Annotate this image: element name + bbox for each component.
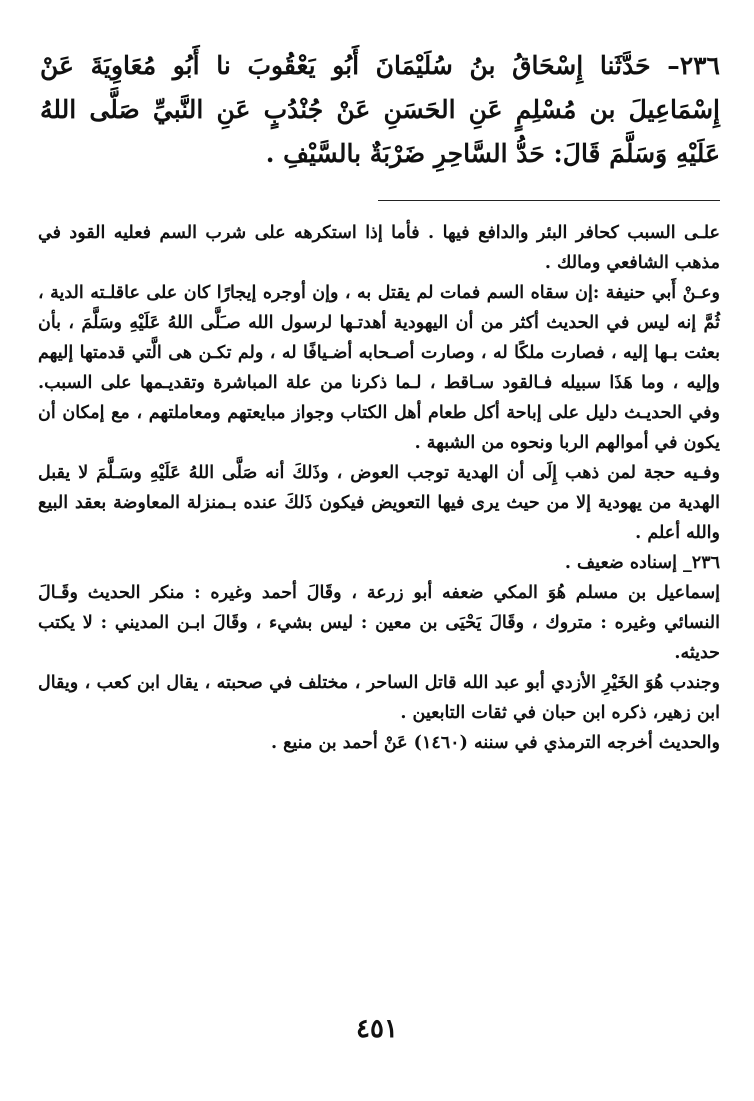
hadith-text-block <box>40 44 720 176</box>
commentary-paragraph: علـى السبب كحافر البئر والدافع فيها . فأما إذا استكرهه على شرب السم فعليه القود في مذهب الشافعي ومالك . <box>38 223 720 273</box>
commentary-paragraph: وفـيه حجة لمن ذهب إِلَى أن الهدية توجب العوض ، وذَلكَ أنه صَلَّى اللهُ عَلَيْهِ وسَـلَّمَ لا يقبل الهدية من يهودية إلا من حيث يرى فيها التعويض فيكون ذَلكَ عنده بـمنزلة المعاوضة بعقد البيع والله أعلم . <box>38 463 720 543</box>
footnote-divider <box>378 200 720 201</box>
hadith-text: ٢٣٦– حَدَّثَنا إِسْحَاقُ بنُ سُلَيْمَانَ أَبُو يَعْقُوبَ نا أَبُو مُعَاوِيَةَ عَنْ إِسْمَاعِيلَ بن مُسْلِمٍ عَنِ الحَسَنِ عَنْ جُنْدُبٍ عَنِ النَّبيِّ صَلَّى اللهُ عَلَيْهِ وَسَلَّمَ قَالَ: حَدُّ السَّاحِرِ ضَرْبَةٌ بالسَّيْفِ . <box>40 51 720 168</box>
commentary-paragraph: وعـنْ أَبي حنيفة :إن سقاه السم فمات لم يقتل به ، وإن أوجره إيجارًا كان على عاقلـته الدية ، ثُمَّ إنه ليس في الحديث أكثر من أن اليهودية أهدتـها لرسول الله صـَلَّى اللهُ عَلَيْهِ وسَلَّمَ ، بأن بعثت بـها إليه ، فصارت ملكًا له ، وصارت أصـحابه أضـيافًا له ، ولم تكـن هى الَّتي قدمتها إليهم وإليه ، وما هَذَا سبيله فـالقود سـاقط ، لـما ذكرنا من علة المباشرة وتقديـمها على السبب. وفي الحديـث دليل على إباحة أكل طعام أهل الكتاب وجواز مبايعتهم ومعاملتهم ، مع إمكان أن يكون في أموالهم الربا ونحوه من الشبهة . <box>38 283 720 453</box>
isnad-grading: ٢٣٦_ إسناده ضعيف . <box>564 553 720 573</box>
commentary-paragraph: والحديث أخرجه الترمذي في سننه (١٤٦٠) عَنْ أحمد بن منيع . <box>270 733 720 753</box>
page-number: ٤٥١ <box>356 1014 398 1044</box>
commentary-paragraph: وجندب هُوَ الخَيْرِ الأزدي أبو عبد الله قاتل الساحر ، مختلف في صحبته ، يقال ابن كعب ، ويقال ابن زهير، ذكره ابن حبان في ثقات التابعين . <box>38 673 720 723</box>
commentary-block <box>38 218 720 758</box>
commentary-paragraph: إسماعيل بن مسلم هُوَ المكي ضعفه أبو زرعة ، وقَالَ أحمد وغيره : منكر الحديث وقَـالَ النسائي وغيره : متروك ، وقَالَ يَحْيَى بن معين : ليس بشيء ، وقَالَ ابـن المديني : لا يكتب حديثه. <box>38 583 720 663</box>
